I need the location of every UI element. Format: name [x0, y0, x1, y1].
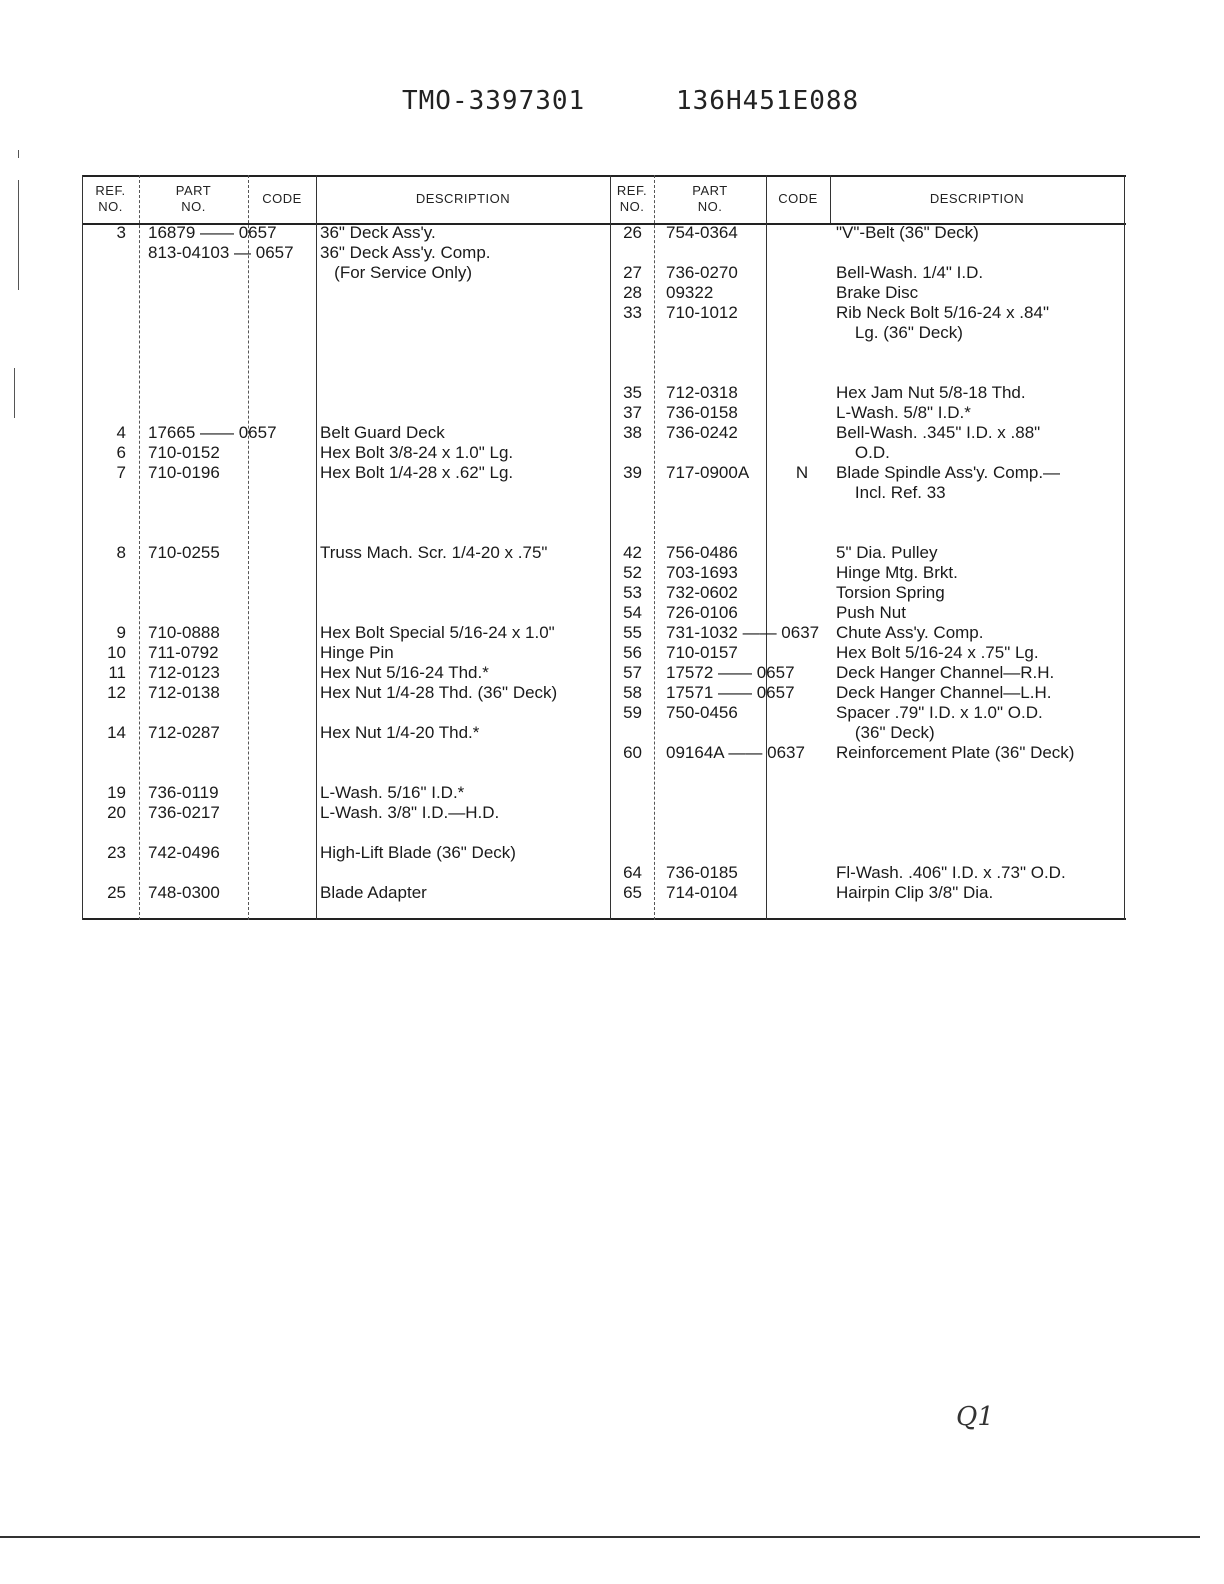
left-row-desc [320, 763, 608, 783]
left-row-desc: High-Lift Blade (36" Deck) [320, 843, 516, 862]
left-row-desc [320, 823, 608, 843]
left-row-ref: 19 [107, 783, 126, 802]
right-row-ref: 37 [623, 403, 642, 422]
margin-mark [18, 180, 19, 290]
right-row-desc [836, 503, 1122, 523]
left-row-ref: 9 [116, 623, 126, 642]
left-row-code [258, 443, 314, 463]
right-row-ref: 27 [623, 263, 642, 282]
right-row-part: 726-0106 [666, 603, 738, 622]
left-row-code [258, 863, 314, 883]
right-row-ref [610, 803, 642, 823]
right-row-code [780, 703, 824, 723]
left-row-desc: 36" Deck Ass'y. Comp. [320, 243, 491, 262]
page-bottom-rule [0, 1536, 1200, 1538]
right-row-part: 736-0242 [666, 423, 738, 442]
right-row-code [780, 583, 824, 603]
right-row-part: 17572 —— 0657 [666, 663, 795, 682]
left-row-part: 16879 —— 0657 [148, 223, 277, 242]
right-row-ref: 56 [623, 643, 642, 662]
right-row-ref [610, 823, 642, 843]
left-row-code [258, 323, 314, 343]
right-row-code [780, 743, 824, 763]
left-row-ref: 4 [116, 423, 126, 442]
left-row-code [258, 383, 314, 403]
right-row-ref: 64 [623, 863, 642, 882]
right-row-code [780, 363, 824, 383]
right-row-part: 09322 [666, 283, 714, 302]
left-row-desc: L-Wash. 3/8" I.D.—H.D. [320, 803, 500, 822]
left-row-ref [82, 523, 126, 543]
header-part-no-right: PART NO. [692, 183, 728, 214]
right-row-code [780, 783, 824, 803]
left-row-code [258, 483, 314, 503]
right-row-code [780, 283, 824, 303]
left-row-ref [82, 563, 126, 583]
right-row-code [780, 523, 824, 543]
right-row-code [780, 383, 824, 403]
left-row-code [258, 883, 314, 903]
right-row-desc: Deck Hanger Channel—R.H. [836, 663, 1055, 682]
left-row-desc [320, 343, 608, 363]
right-row-desc: (36" Deck) [836, 723, 935, 742]
right-row-code [780, 483, 824, 503]
right-row-code [780, 643, 824, 663]
left-row-code [258, 803, 314, 823]
right-row-desc: Reinforcement Plate (36" Deck) [836, 743, 1075, 762]
left-row-code [258, 623, 314, 643]
right-row-code [780, 543, 824, 563]
left-row-desc [320, 563, 608, 583]
header-code-right: CODE [778, 191, 818, 206]
right-row-code [780, 883, 824, 903]
right-row-part: 710-1012 [666, 303, 738, 322]
left-row-ref [82, 303, 126, 323]
header-ref-no-left: REF. NO. [95, 183, 126, 214]
right-row-code [780, 223, 824, 243]
left-row-code [258, 363, 314, 383]
handwritten-note: Q1 [956, 1402, 994, 1432]
right-row-part: 17571 —— 0657 [666, 683, 795, 702]
right-row-desc: Brake Disc [836, 283, 919, 302]
left-row-desc [320, 583, 608, 603]
left-row-ref: 12 [107, 683, 126, 702]
left-row-code [258, 643, 314, 663]
left-row-desc: Blade Adapter [320, 883, 427, 902]
right-row-ref [610, 843, 642, 863]
left-row-desc: Hex Nut 1/4-20 Thd.* [320, 723, 480, 742]
right-row-code [780, 263, 824, 283]
left-row-part: 710-0196 [148, 463, 220, 482]
header-ref-no-right: REF. NO. [616, 183, 648, 214]
left-row-part: 736-0217 [148, 803, 220, 822]
right-row-ref: 53 [623, 583, 642, 602]
right-row-ref [610, 363, 642, 383]
left-row-code [258, 503, 314, 523]
right-row-part: 754-0364 [666, 223, 738, 242]
right-row-code [780, 503, 824, 523]
right-row-desc: Fl-Wash. .406" I.D. x .73" O.D. [836, 863, 1066, 882]
right-row-ref: 59 [623, 703, 642, 722]
col-divider [139, 175, 140, 920]
right-row-code [780, 243, 824, 263]
left-row-code [258, 543, 314, 563]
left-row-part: 710-0255 [148, 543, 220, 562]
right-row-part: 731-1032 —— 0637 [666, 623, 820, 642]
right-row-desc [836, 783, 1122, 803]
left-row-part: 17665 —— 0657 [148, 423, 277, 442]
right-row-ref: 38 [623, 423, 642, 442]
left-row-ref: 6 [116, 443, 126, 462]
left-row-ref [82, 503, 126, 523]
left-row-desc [320, 863, 608, 883]
right-row-ref [610, 523, 642, 543]
right-row-desc: Chute Ass'y. Comp. [836, 623, 984, 642]
left-row-ref: 25 [107, 883, 126, 902]
left-row-ref [82, 863, 126, 883]
right-row-ref [610, 723, 642, 743]
right-row-desc: Push Nut [836, 603, 906, 622]
left-row-desc [320, 383, 608, 403]
left-row-desc [320, 603, 608, 623]
right-row-code [780, 563, 824, 583]
left-row-ref: 7 [116, 463, 126, 482]
left-row-part: 813-04103 — 0657 [148, 243, 294, 262]
right-row-desc: Torsion Spring [836, 583, 945, 602]
right-row-code [780, 763, 824, 783]
right-row-desc: Hinge Mtg. Brkt. [836, 563, 958, 582]
left-row-desc [320, 743, 608, 763]
right-row-code [780, 443, 824, 463]
right-row-ref: 26 [623, 223, 642, 242]
left-row-code [258, 603, 314, 623]
right-row-desc: Bell-Wash. .345" I.D. x .88" [836, 423, 1041, 442]
document-code-left: TMO-3397301 [402, 86, 586, 116]
left-row-part: 711-0792 [148, 643, 219, 662]
left-row-code [258, 343, 314, 363]
left-row-desc: Hex Nut 1/4-28 Thd. (36" Deck) [320, 683, 558, 702]
left-row-desc [320, 303, 608, 323]
right-row-part: 736-0185 [666, 863, 738, 882]
left-row-ref: 20 [107, 803, 126, 822]
right-row-part: 736-0270 [666, 263, 738, 282]
left-row-desc [320, 283, 608, 303]
right-row-desc: Hex Bolt 5/16-24 x .75" Lg. [836, 643, 1039, 662]
header-part-no-left: PART NO. [175, 183, 212, 214]
right-row-desc: 5" Dia. Pulley [836, 543, 938, 562]
right-row-ref: 28 [623, 283, 642, 302]
left-row-desc: Belt Guard Deck [320, 423, 445, 442]
left-row-ref [82, 343, 126, 363]
right-row-ref: 39 [623, 463, 642, 482]
left-row-desc: Hex Nut 5/16-24 Thd.* [320, 663, 489, 682]
right-row-part: 756-0486 [666, 543, 738, 562]
left-row-code [258, 283, 314, 303]
left-row-ref [82, 703, 126, 723]
col-divider [654, 175, 655, 920]
left-row-ref [82, 823, 126, 843]
left-row-ref [82, 483, 126, 503]
right-row-code [780, 623, 824, 643]
right-row-ref: 35 [623, 383, 642, 402]
right-row-ref [610, 243, 642, 263]
left-row-part: 748-0300 [148, 883, 220, 902]
left-row-part: 712-0123 [148, 663, 220, 682]
left-row-desc: Hinge Pin [320, 643, 394, 662]
right-row-desc [836, 343, 1122, 363]
left-row-code [258, 403, 314, 423]
left-code-column [258, 223, 314, 903]
left-row-desc: Truss Mach. Scr. 1/4-20 x .75" [320, 543, 548, 562]
right-row-desc: Spacer .79" I.D. x 1.0" O.D. [836, 703, 1043, 722]
right-row-ref [610, 443, 642, 463]
left-row-desc: Hex Bolt 3/8-24 x 1.0" Lg. [320, 443, 514, 462]
right-row-ref: 60 [623, 743, 642, 762]
right-row-code [780, 863, 824, 883]
right-row-ref [610, 343, 642, 363]
right-row-part: 712-0318 [666, 383, 738, 402]
left-row-ref [82, 283, 126, 303]
left-row-code [258, 783, 314, 803]
left-row-code [258, 583, 314, 603]
left-row-ref [82, 763, 126, 783]
left-row-ref [82, 743, 126, 763]
left-row-code [258, 743, 314, 763]
right-row-ref: 33 [623, 303, 642, 322]
right-row-code [780, 683, 824, 703]
left-row-code [258, 303, 314, 323]
left-row-part: 712-0138 [148, 683, 220, 702]
left-row-ref [82, 603, 126, 623]
right-row-desc: L-Wash. 5/8" I.D.* [836, 403, 971, 422]
right-row-part: 714-0104 [666, 883, 738, 902]
right-row-part: 09164A —— 0637 [666, 743, 805, 762]
right-row-code [780, 303, 824, 323]
right-row-part: 710-0157 [666, 643, 738, 662]
left-row-part: 710-0888 [148, 623, 220, 642]
right-row-desc: Lg. (36" Deck) [836, 323, 963, 342]
left-row-code [258, 823, 314, 843]
left-row-code [258, 763, 314, 783]
right-row-desc: "V"-Belt (36" Deck) [836, 223, 979, 242]
left-row-desc [320, 523, 608, 543]
left-row-ref: 8 [116, 543, 126, 562]
right-row-desc: Hex Jam Nut 5/8-18 Thd. [836, 383, 1026, 402]
right-row-desc [836, 843, 1122, 863]
left-row-part: 712-0287 [148, 723, 220, 742]
left-row-desc: L-Wash. 5/16" I.D.* [320, 783, 465, 802]
left-row-ref: 11 [108, 663, 126, 682]
header-description-left: DESCRIPTION [415, 191, 511, 206]
left-row-code [258, 263, 314, 283]
left-row-ref: 14 [107, 723, 126, 742]
right-row-ref: 42 [623, 543, 642, 562]
left-row-desc [320, 403, 608, 423]
left-row-desc: 36" Deck Ass'y. [320, 223, 436, 242]
right-row-desc [836, 243, 1122, 263]
right-row-desc: Bell-Wash. 1/4" I.D. [836, 263, 984, 282]
right-row-code [780, 423, 824, 443]
left-row-code [258, 463, 314, 483]
left-row-code [258, 843, 314, 863]
right-row-ref: 58 [623, 683, 642, 702]
left-row-desc: Hex Bolt 1/4-28 x .62" Lg. [320, 463, 514, 482]
right-row-part: 732-0602 [666, 583, 738, 602]
left-row-code [258, 423, 314, 443]
margin-mark [18, 150, 19, 158]
left-row-ref: 3 [116, 223, 126, 242]
left-row-code [258, 683, 314, 703]
right-row-desc: Incl. Ref. 33 [836, 483, 946, 502]
right-row-desc: Hairpin Clip 3/8" Dia. [836, 883, 994, 902]
col-divider [1124, 175, 1125, 920]
right-row-desc: Deck Hanger Channel—L.H. [836, 683, 1052, 702]
margin-mark [14, 368, 15, 418]
right-row-code [780, 323, 824, 343]
right-row-part: 717-0900A [666, 463, 750, 482]
left-row-code [258, 523, 314, 543]
right-row-code: N [795, 463, 809, 482]
right-row-desc: O.D. [836, 443, 890, 462]
left-row-part: 742-0496 [148, 843, 220, 862]
right-row-code [780, 843, 824, 863]
left-row-desc [320, 483, 608, 503]
right-row-ref: 65 [623, 883, 642, 902]
right-row-code [780, 723, 824, 743]
left-row-ref [82, 263, 126, 283]
left-row-ref [82, 363, 126, 383]
left-row-code [258, 563, 314, 583]
right-row-desc: Rib Neck Bolt 5/16-24 x .84" [836, 303, 1049, 322]
left-row-code [258, 663, 314, 683]
right-row-part: 750-0456 [666, 703, 738, 722]
right-row-desc [836, 803, 1122, 823]
left-row-ref [82, 323, 126, 343]
right-row-desc [836, 363, 1122, 383]
left-row-part: 710-0152 [148, 443, 220, 462]
left-row-desc: (For Service Only) [320, 263, 473, 282]
right-description-column [836, 223, 1122, 903]
right-row-ref: 55 [623, 623, 642, 642]
right-row-part: 703-1693 [666, 563, 738, 582]
right-row-ref [610, 503, 642, 523]
header-description-right: DESCRIPTION [929, 191, 1025, 206]
left-row-desc [320, 323, 608, 343]
right-row-ref: 57 [623, 663, 642, 682]
right-row-code [780, 663, 824, 683]
right-row-code [780, 343, 824, 363]
header-code-left: CODE [262, 191, 302, 206]
right-row-desc [836, 763, 1122, 783]
left-row-desc [320, 503, 608, 523]
right-row-part: 736-0158 [666, 403, 738, 422]
right-row-ref: 52 [623, 563, 642, 582]
left-row-desc [320, 703, 608, 723]
left-row-code [258, 223, 314, 243]
right-row-ref [610, 783, 642, 803]
document-code-right: 136H451E088 [676, 86, 860, 116]
right-row-ref [610, 323, 642, 343]
left-row-desc [320, 363, 608, 383]
left-row-ref: 10 [107, 643, 126, 662]
right-row-code [780, 803, 824, 823]
left-row-ref: 23 [107, 843, 126, 862]
right-row-ref: 54 [623, 603, 642, 622]
left-row-ref [82, 243, 126, 263]
left-row-desc: Hex Bolt Special 5/16-24 x 1.0" [320, 623, 555, 642]
right-row-desc: Blade Spindle Ass'y. Comp.— [836, 463, 1061, 482]
right-row-desc [836, 823, 1122, 843]
left-row-ref [82, 403, 126, 423]
left-row-ref [82, 383, 126, 403]
left-row-code [258, 243, 314, 263]
right-row-code [780, 823, 824, 843]
left-row-code [258, 703, 314, 723]
left-description-column [320, 223, 608, 903]
table-bottom-rule [82, 918, 1126, 920]
left-row-ref [82, 583, 126, 603]
left-ref-column [82, 223, 126, 903]
right-row-code [780, 403, 824, 423]
right-row-ref [610, 763, 642, 783]
parts-table [82, 175, 1126, 920]
left-row-code [258, 723, 314, 743]
right-ref-column [610, 223, 642, 903]
left-row-part: 736-0119 [148, 783, 219, 802]
right-row-code [780, 603, 824, 623]
right-row-ref [610, 483, 642, 503]
right-row-desc [836, 523, 1122, 543]
right-code-column [780, 223, 824, 903]
